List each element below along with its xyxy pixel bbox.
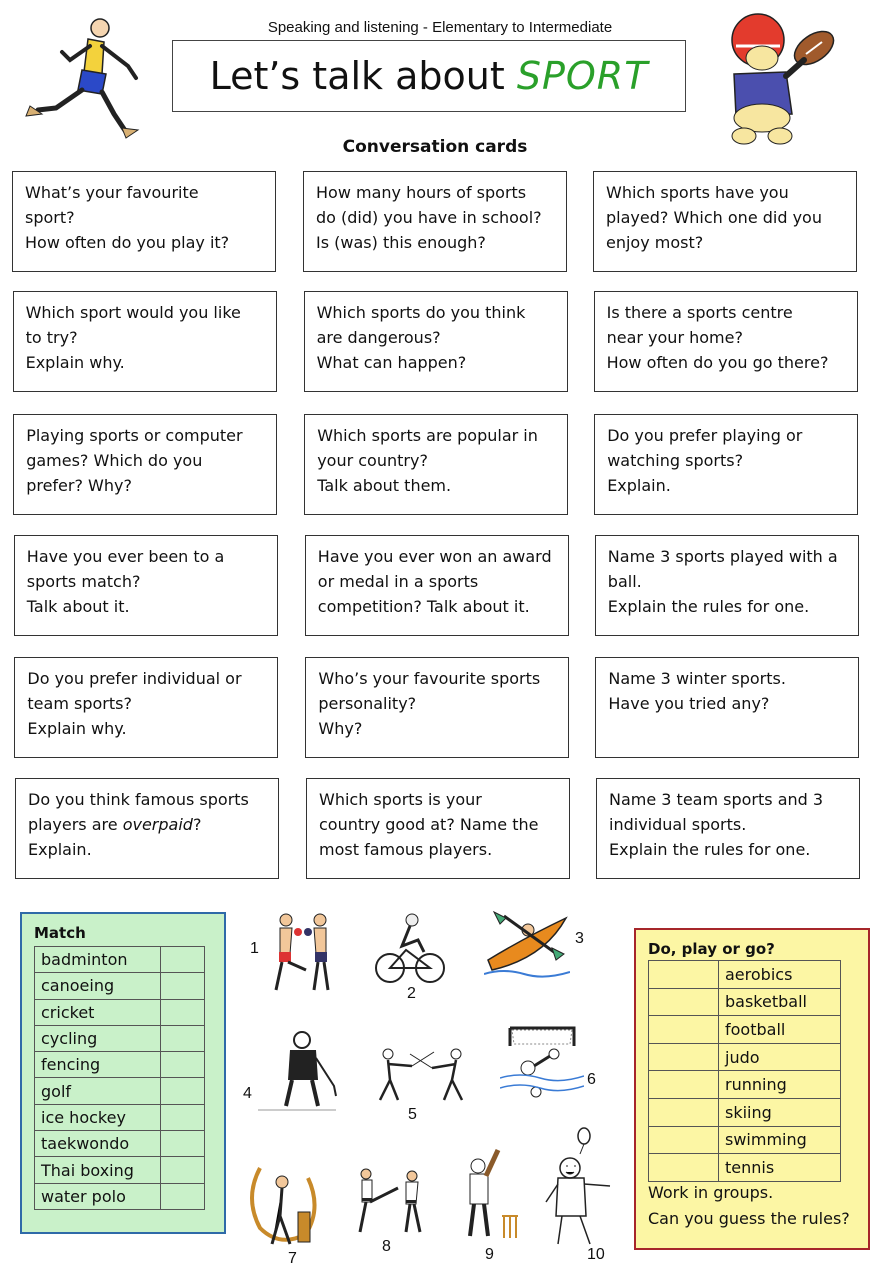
picture-number: 10 bbox=[587, 1246, 605, 1263]
match-box bbox=[20, 912, 226, 1234]
golf-picture bbox=[240, 1158, 326, 1250]
title-box bbox=[172, 40, 686, 112]
card-line: watching sports? bbox=[607, 451, 744, 470]
card-line: Explain. bbox=[28, 840, 92, 859]
sport-name: canoeing bbox=[35, 973, 161, 999]
picture-number: 6 bbox=[587, 1071, 596, 1088]
answer-cell[interactable] bbox=[161, 973, 205, 999]
title-accent: SPORT bbox=[516, 54, 649, 98]
card-line: competition? Talk about it. bbox=[317, 597, 530, 616]
activity-name: basketball bbox=[719, 988, 841, 1016]
match-row bbox=[35, 1131, 205, 1157]
do-play-go-heading: Do, play or go? bbox=[648, 940, 775, 958]
picture-number: 2 bbox=[407, 985, 416, 1002]
answer-cell[interactable] bbox=[649, 1043, 719, 1071]
card-line: Have you tried any? bbox=[608, 694, 770, 713]
card-line: Explain. bbox=[607, 476, 671, 495]
answer-cell[interactable] bbox=[161, 1131, 205, 1157]
conversation-card bbox=[593, 171, 857, 272]
do-play-go-row bbox=[649, 988, 841, 1016]
card-line: enjoy most? bbox=[606, 233, 704, 252]
do-play-go-row bbox=[649, 961, 841, 989]
answer-cell[interactable] bbox=[649, 988, 719, 1016]
picture-number: 4 bbox=[243, 1085, 252, 1102]
card-line: Name 3 winter sports. bbox=[608, 669, 786, 688]
sport-name: cricket bbox=[35, 999, 161, 1025]
title-prefix: Let’s talk about bbox=[209, 54, 517, 98]
canoeing-picture bbox=[484, 908, 570, 978]
do-play-go-row bbox=[649, 1126, 841, 1154]
do-play-go-row bbox=[649, 1071, 841, 1099]
do-play-go-row bbox=[649, 1154, 841, 1182]
do-play-go-row bbox=[649, 1043, 841, 1071]
picture-number: 8 bbox=[382, 1238, 391, 1255]
card-line: Is there a sports centre bbox=[606, 303, 793, 322]
answer-cell[interactable] bbox=[649, 961, 719, 989]
conversation-card bbox=[14, 535, 278, 636]
answer-cell[interactable] bbox=[161, 1183, 205, 1209]
conversation-card bbox=[594, 291, 858, 392]
card-line: Explain the rules for one. bbox=[609, 840, 811, 859]
match-row bbox=[35, 1157, 205, 1183]
answer-cell[interactable] bbox=[161, 1078, 205, 1104]
card-line: are dangerous? bbox=[316, 328, 441, 347]
badminton-picture bbox=[540, 1126, 622, 1250]
conversation-card bbox=[594, 414, 858, 515]
answer-cell[interactable] bbox=[649, 1071, 719, 1099]
footer-line: Work in groups. bbox=[648, 1183, 774, 1202]
match-row bbox=[35, 973, 205, 999]
conversation-card bbox=[14, 657, 278, 758]
card-line: How often do you play it? bbox=[25, 233, 230, 252]
card-line: individual sports. bbox=[609, 815, 747, 834]
card-line: Explain why. bbox=[27, 719, 127, 738]
card-line: Which sports are popular in bbox=[317, 426, 538, 445]
card-line: sport? bbox=[25, 208, 75, 227]
conversation-card bbox=[595, 535, 859, 636]
activity-name: skiing bbox=[719, 1098, 841, 1126]
card-line: Why? bbox=[318, 719, 363, 738]
conversation-card bbox=[13, 414, 277, 515]
card-line: Do you prefer individual or bbox=[27, 669, 242, 688]
answer-cell[interactable] bbox=[649, 1098, 719, 1126]
card-line: What can happen? bbox=[316, 353, 467, 372]
card-line: Explain why. bbox=[25, 353, 125, 372]
card-line: Who’s your favourite sports bbox=[318, 669, 541, 688]
card-line: or medal in a sports bbox=[317, 572, 479, 591]
conversation-card bbox=[304, 414, 568, 515]
do-play-go-row bbox=[649, 1098, 841, 1126]
picture-number: 3 bbox=[575, 930, 584, 947]
answer-cell[interactable] bbox=[161, 1025, 205, 1051]
card-line: Playing sports or computer bbox=[26, 426, 243, 445]
card-line: Explain the rules for one. bbox=[607, 597, 810, 616]
match-heading: Match bbox=[34, 924, 86, 942]
card-line: do (did) you have in school? bbox=[316, 208, 542, 227]
card-line: country good at? Name the bbox=[319, 815, 539, 834]
sport-name: fencing bbox=[35, 1052, 161, 1078]
card-line: Which sport would you like bbox=[25, 303, 241, 322]
card-line: How many hours of sports bbox=[316, 183, 527, 202]
conversation-card bbox=[304, 291, 568, 392]
match-table bbox=[34, 946, 205, 1210]
activity-name: judo bbox=[719, 1043, 841, 1071]
card-line: Have you ever been to a bbox=[26, 547, 225, 566]
match-row bbox=[35, 1104, 205, 1130]
worksheet-subtitle: Speaking and listening - Elementary to Intermediate bbox=[267, 19, 613, 36]
conversation-cards-heading: Conversation cards bbox=[342, 137, 528, 157]
card-line: personality? bbox=[318, 694, 417, 713]
card-line: Talk about them. bbox=[317, 476, 452, 495]
ice-hockey-picture bbox=[256, 1030, 338, 1114]
do-play-go-table bbox=[648, 960, 841, 1182]
card-line: Have you ever won an award bbox=[317, 547, 552, 566]
match-row bbox=[35, 1025, 205, 1051]
match-row bbox=[35, 1183, 205, 1209]
emphasis: overpaid bbox=[122, 815, 193, 834]
activity-name: tennis bbox=[719, 1154, 841, 1182]
cycling-picture bbox=[374, 910, 446, 986]
card-line: team sports? bbox=[27, 694, 132, 713]
conversation-card bbox=[12, 171, 276, 272]
match-row bbox=[35, 947, 205, 973]
match-row bbox=[35, 1078, 205, 1104]
do-play-go-footer bbox=[648, 1180, 850, 1232]
answer-cell[interactable] bbox=[161, 999, 205, 1025]
page-title bbox=[210, 54, 649, 98]
do-play-go-row bbox=[649, 1016, 841, 1044]
card-line: prefer? Why? bbox=[26, 476, 132, 495]
answer-cell[interactable] bbox=[161, 1104, 205, 1130]
picture-number: 5 bbox=[408, 1106, 417, 1123]
fencing-picture bbox=[372, 1046, 472, 1104]
card-line: Name 3 team sports and 3 bbox=[609, 790, 824, 809]
answer-cell[interactable] bbox=[649, 1016, 719, 1044]
answer-cell[interactable] bbox=[161, 947, 205, 973]
card-line: Talk about it. bbox=[26, 597, 130, 616]
card-line: Is (was) this enough? bbox=[316, 233, 486, 252]
answer-cell[interactable] bbox=[161, 1157, 205, 1183]
do-play-go-box bbox=[634, 928, 870, 1250]
card-line: near your home? bbox=[606, 328, 743, 347]
match-row bbox=[35, 999, 205, 1025]
picture-number: 9 bbox=[485, 1246, 494, 1263]
sport-name: badminton bbox=[35, 947, 161, 973]
card-line: How often do you go there? bbox=[606, 353, 829, 372]
card-line: Which sports do you think bbox=[316, 303, 526, 322]
card-line: Name 3 sports played with a bbox=[607, 547, 838, 566]
sport-name: ice hockey bbox=[35, 1104, 161, 1130]
card-line: your country? bbox=[317, 451, 428, 470]
card-line: played? Which one did you bbox=[606, 208, 822, 227]
card-line: sports match? bbox=[26, 572, 141, 591]
sport-name: water polo bbox=[35, 1183, 161, 1209]
sport-name: golf bbox=[35, 1078, 161, 1104]
water-polo-picture bbox=[500, 1016, 584, 1102]
activity-name: football bbox=[719, 1016, 841, 1044]
card-line: most famous players. bbox=[319, 840, 493, 859]
activity-name: running bbox=[719, 1071, 841, 1099]
conversation-card bbox=[306, 778, 570, 879]
sport-name: cycling bbox=[35, 1025, 161, 1051]
card-line: games? Which do you bbox=[26, 451, 203, 470]
card-line: ball. bbox=[607, 572, 642, 591]
taekwondo-picture bbox=[354, 1166, 426, 1238]
conversation-card bbox=[305, 535, 569, 636]
activity-name: aerobics bbox=[719, 961, 841, 989]
picture-number: 1 bbox=[250, 940, 259, 957]
sport-name: taekwondo bbox=[35, 1131, 161, 1157]
card-line: What’s your favourite bbox=[25, 183, 199, 202]
answer-cell[interactable] bbox=[649, 1154, 719, 1182]
card-line: Do you prefer playing or bbox=[607, 426, 803, 445]
conversation-card bbox=[595, 657, 859, 758]
conversation-card bbox=[15, 778, 279, 879]
conversation-card bbox=[303, 171, 567, 272]
answer-cell[interactable] bbox=[649, 1126, 719, 1154]
match-row bbox=[35, 1052, 205, 1078]
card-line: to try? bbox=[25, 328, 78, 347]
card-line: Do you think famous sports bbox=[28, 790, 249, 809]
card-line: Which sports is your bbox=[319, 790, 482, 809]
sport-name: Thai boxing bbox=[35, 1157, 161, 1183]
footer-line: Can you guess the rules? bbox=[648, 1209, 850, 1228]
answer-cell[interactable] bbox=[161, 1052, 205, 1078]
conversation-card bbox=[305, 657, 569, 758]
card-line: Which sports have you bbox=[606, 183, 789, 202]
cricket-picture bbox=[458, 1146, 522, 1242]
thai-boxing-picture bbox=[266, 910, 340, 994]
conversation-card bbox=[13, 291, 277, 392]
picture-number: 7 bbox=[288, 1250, 297, 1267]
card-line: players are overpaid? bbox=[28, 815, 202, 834]
conversation-card bbox=[596, 778, 860, 879]
activity-name: swimming bbox=[719, 1126, 841, 1154]
